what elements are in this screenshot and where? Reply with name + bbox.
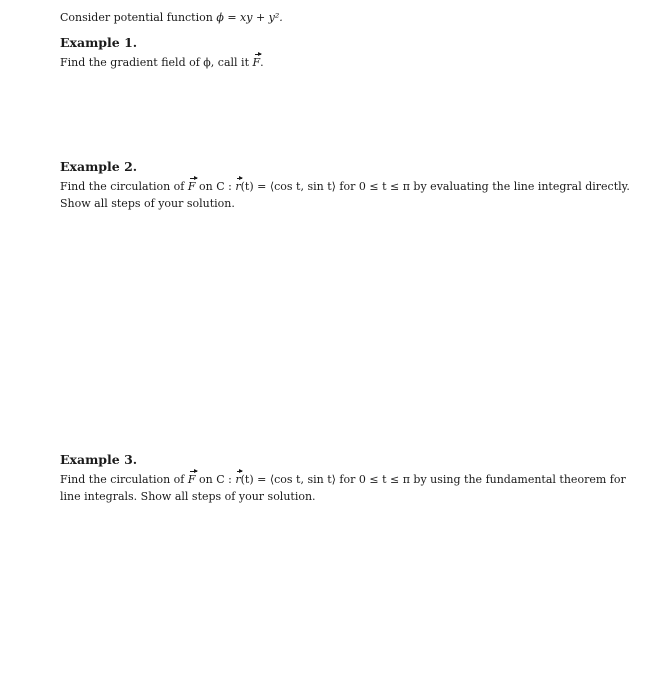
vector-f-symbol: F: [187, 473, 196, 486]
intro-text: Consider potential function: [60, 11, 213, 24]
example-2-line-2: Show all steps of your solution.: [60, 197, 235, 210]
example-3-line-1: [60, 473, 626, 487]
vector-r-symbol: r: [235, 180, 241, 193]
example-1-heading: Example 1.: [60, 35, 138, 50]
example-2-line1-c: (t) = ⟨cos t, sin t⟩ for 0 ≤ t ≤ π by evaluating the line integral directly.: [240, 180, 630, 193]
example-2-line1-a: Find the circulation of: [60, 180, 185, 193]
vector-f-symbol: F: [252, 56, 261, 69]
example-3-heading: Example 3.: [60, 452, 138, 467]
intro-line: [60, 11, 283, 25]
example-3-line1-b: on C :: [199, 473, 232, 486]
example-2-heading: Example 2.: [60, 159, 138, 174]
example-3-line1-c: (t) = ⟨cos t, sin t⟩ for 0 ≤ t ≤ π by using the fundamental theorem for: [240, 473, 626, 486]
example-2-line-1: [60, 180, 630, 194]
example-1-text: [60, 56, 264, 70]
vector-f-symbol: F: [187, 180, 196, 193]
example-2-line1-b: on C :: [199, 180, 232, 193]
example-3-line1-a: Find the circulation of: [60, 473, 185, 486]
example-1-line1-b: .: [260, 56, 264, 69]
vector-r-symbol: r: [235, 473, 241, 486]
potential-formula: ϕ = xy + y².: [216, 11, 283, 24]
example-3-line-2: line integrals. Show all steps of your solution.: [60, 490, 316, 503]
example-1-line1-a: Find the gradient field of ϕ, call it: [60, 56, 249, 69]
